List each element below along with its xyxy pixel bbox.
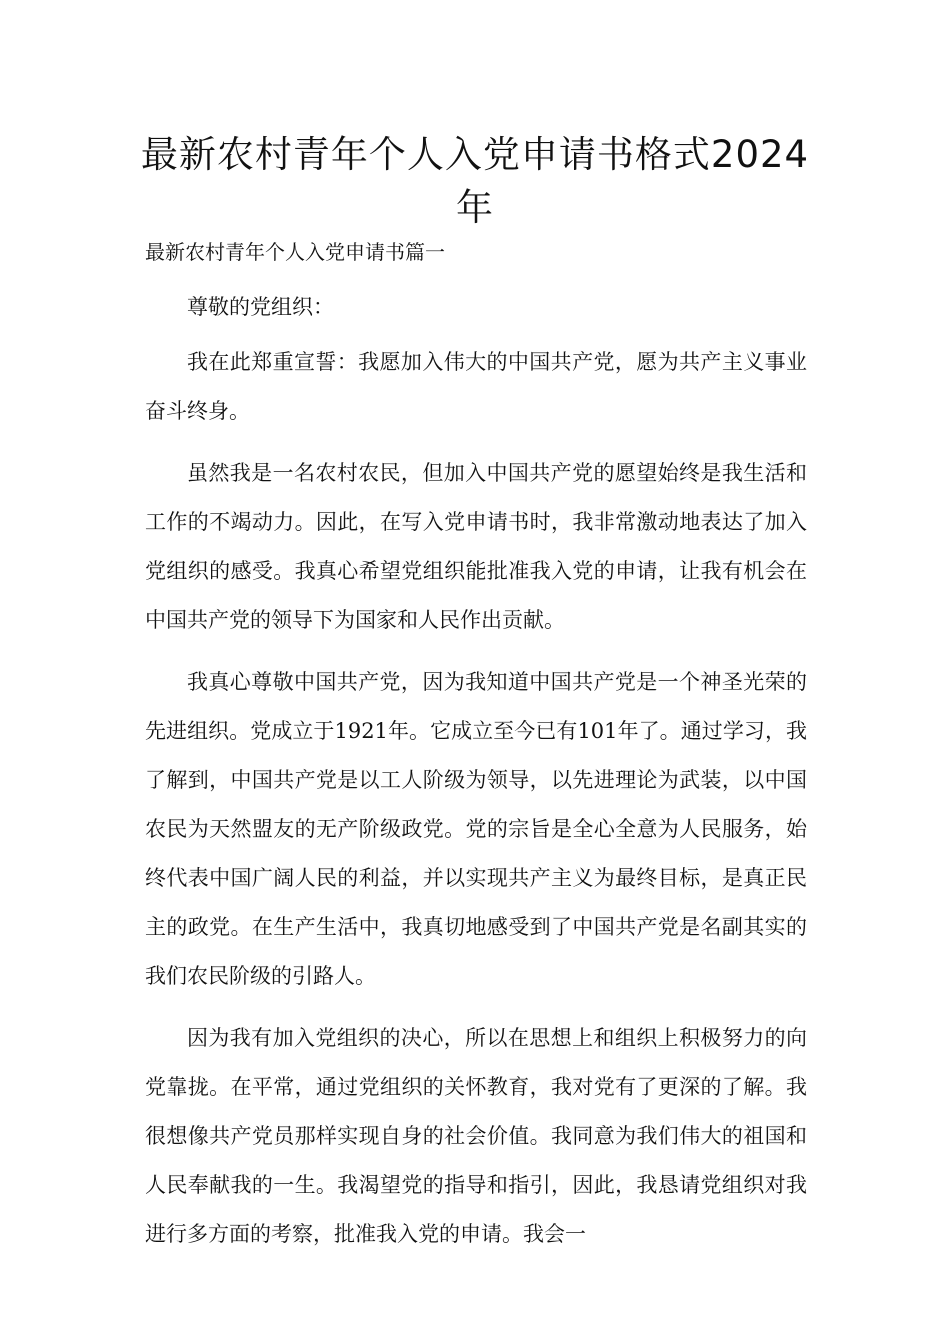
paragraph-4: 因为我有加入党组织的决心，所以在思想上和组织上积极努力的向党靠拢。在平常，通过党组织的关怀教育，我对党有了更深的了解。我很想像共产党员那样实现自身的社会价值。我同意为我们伟大的祖国和人民奉献我的一生。我渴望党的指导和指引，因此，我恳请党组织对我进行多方面的考察，批准我入党的申请。我会一 bbox=[145, 1026, 807, 1246]
document-subtitle: 最新农村青年个人入党申请书篇一 bbox=[145, 240, 445, 264]
paragraph-1: 我在此郑重宣誓：我愿加入伟大的中国共产党，愿为共产主义事业奋斗终身。 bbox=[145, 350, 807, 423]
document-body bbox=[145, 283, 807, 1272]
paragraph-2: 虽然我是一名农村农民，但加入中国共产党的愿望始终是我生活和工作的不竭动力。因此，在写入党申请书时，我非常激动地表达了加入党组织的感受。我真心希望党组织能批准我入党的申请，让我有机会在中国共产党的领导下为国家和人民作出贡献。 bbox=[145, 461, 807, 632]
salutation: 尊敬的党组织： bbox=[187, 295, 334, 319]
document-title: 最新农村青年个人入党申请书格式2024年 bbox=[140, 133, 810, 229]
paragraph-3: 我真心尊敬中国共产党，因为我知道中国共产党是一个神圣光荣的先进组织。党成立于1921年。它成立至今已有101年了。通过学习，我了解到，中国共产党是以工人阶级为领导，以先进理论为武装，以中国农民为天然盟友的无产阶级政党。党的宗旨是全心全意为人民服务，始终代表中国广阔人民的利益，并以实现共产主义为最终目标，是真正民主的政党。在生产生活中，我真切地感受到了中国共产党是名副其实的我们农民阶级的引路人。 bbox=[145, 670, 807, 988]
